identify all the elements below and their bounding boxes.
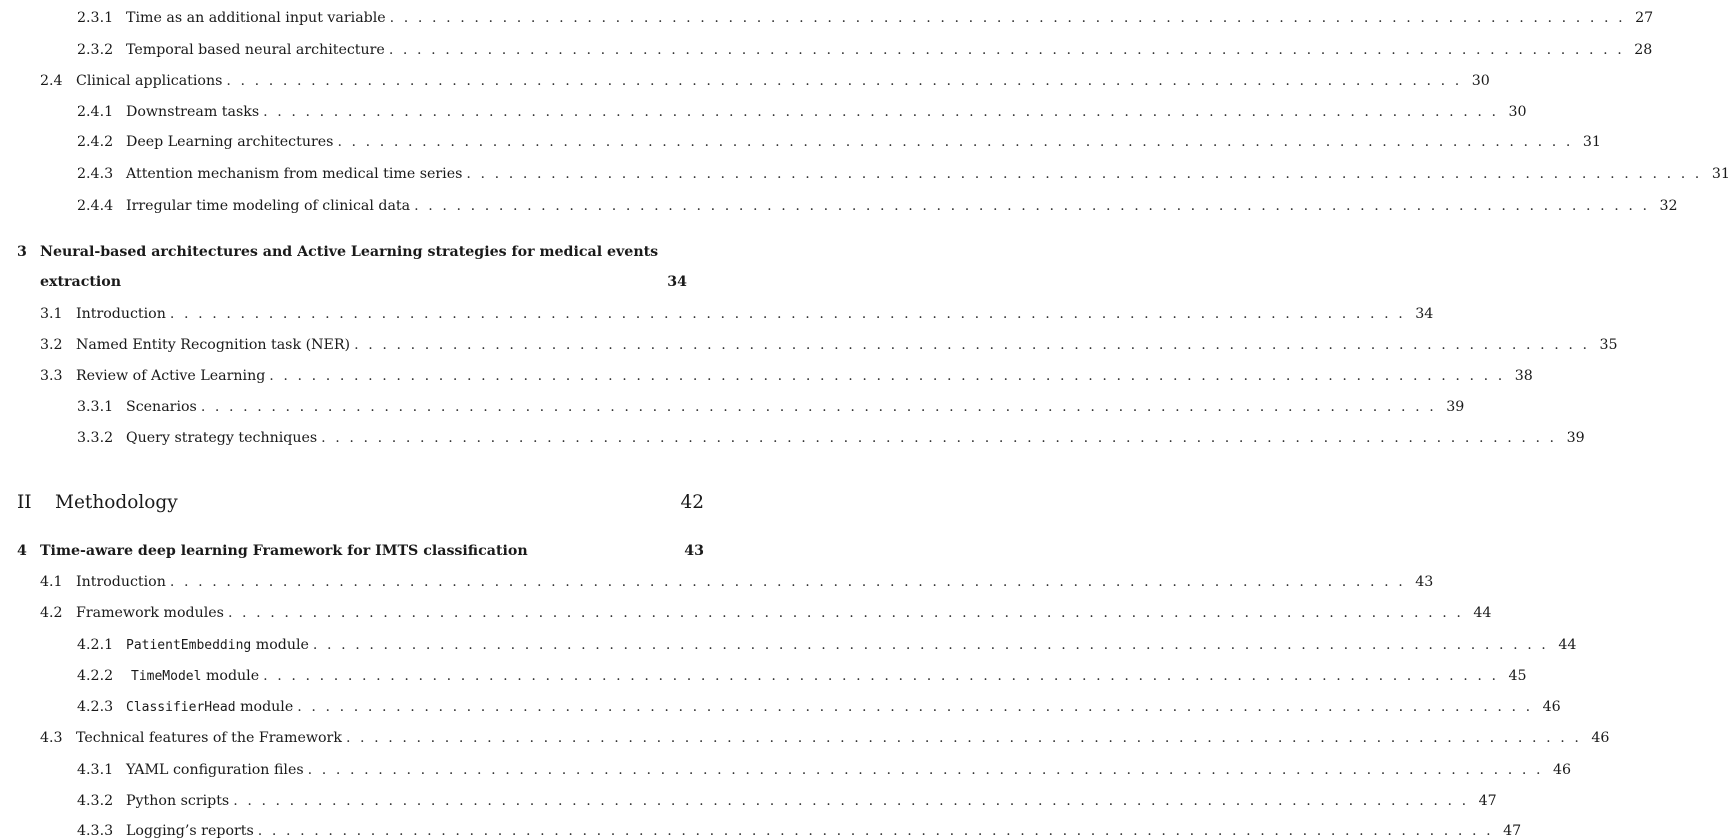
toc-entry-title: Introduction [76, 306, 166, 322]
dot-leader [226, 72, 1465, 90]
toc-chapter-heading[interactable] [0, 542, 710, 560]
toc-entry[interactable] [0, 305, 1434, 323]
dot-leader [466, 165, 1705, 183]
dot-leader [263, 103, 1502, 121]
toc-entry-number: 2.3.2 [77, 42, 114, 58]
toc-entry-number: 4.3 [40, 730, 63, 746]
toc-entry-title: Query strategy techniques [126, 430, 318, 446]
toc-entry[interactable] [0, 72, 1490, 90]
toc-entry[interactable] [0, 822, 1522, 840]
toc-entry-number: 3.3.2 [77, 430, 114, 446]
toc-entry[interactable] [0, 698, 1561, 717]
toc-entry[interactable] [0, 429, 1585, 447]
part-page: 42 [680, 492, 704, 513]
toc-part-heading[interactable] [0, 492, 710, 514]
toc-entry-title [126, 636, 313, 655]
part-number: II [17, 492, 32, 513]
toc-entry-number: 2.4.2 [77, 134, 114, 150]
toc-entry-number: 2.4.3 [77, 166, 114, 182]
toc-entry-page: 32 [1659, 198, 1678, 214]
toc-entry-title: Irregular time modeling of clinical data [126, 198, 411, 214]
toc-entry-number: 4.3.1 [77, 762, 114, 778]
toc-entry-page: 43 [1415, 574, 1434, 590]
toc-entry-page: 46 [1542, 699, 1561, 715]
toc-entry[interactable] [0, 636, 1577, 655]
toc-entry-title: Scenarios [126, 399, 197, 415]
toc-entry-title: Downstream tasks [126, 104, 260, 120]
part-title: Methodology [55, 492, 178, 513]
toc-entry-number: 3.3 [40, 368, 63, 384]
chapter-title-line2: extraction [40, 274, 122, 290]
toc-entry-title: Python scripts [126, 793, 230, 809]
toc-entry[interactable] [0, 41, 1653, 59]
dot-leader [337, 133, 1576, 151]
dot-leader [170, 573, 1409, 591]
toc-entry-title: Time as an additional input variable [126, 10, 386, 26]
toc-entry-number: 4.2.1 [77, 637, 114, 653]
toc-entry-page: 34 [1415, 306, 1434, 322]
toc-entry-page: 31 [1711, 166, 1730, 182]
toc-entry-page: 30 [1471, 73, 1490, 89]
toc-entry-title: Attention mechanism from medical time series [126, 166, 463, 182]
toc-entry-number: 4.3.2 [77, 793, 114, 809]
toc-entry-title: Logging’s reports [126, 823, 254, 839]
toc-entry-number: 3.1 [40, 306, 63, 322]
toc-entry-title [126, 698, 297, 717]
code-identifier: ClassifierHead [126, 700, 236, 715]
toc-entry[interactable] [0, 9, 1654, 27]
toc-entry-page: 47 [1478, 793, 1497, 809]
toc-entry-page: 39 [1566, 430, 1585, 446]
toc-entry-title-text: module [255, 637, 309, 653]
toc-entry-page: 45 [1508, 668, 1527, 684]
toc-entry-page: 46 [1591, 730, 1610, 746]
toc-entry-title: Review of Active Learning [76, 368, 266, 384]
dot-leader [228, 604, 1467, 622]
toc-entry-title: Introduction [76, 574, 166, 590]
toc-entry-title: Deep Learning architectures [126, 134, 334, 150]
toc-entry[interactable] [0, 667, 1527, 686]
toc-entry-number: 4.2.3 [77, 699, 114, 715]
code-identifier: TimeModel [131, 669, 202, 684]
toc-entry-number: 4.3.3 [77, 823, 114, 839]
toc-entry-page: 35 [1599, 337, 1618, 353]
toc-entry-page: 44 [1473, 605, 1492, 621]
toc-entry-page: 27 [1635, 10, 1654, 26]
toc-entry-page: 47 [1503, 823, 1522, 839]
toc-entry-title: Temporal based neural architecture [126, 42, 385, 58]
code-identifier: PatientEmbedding [126, 638, 252, 653]
dot-leader [354, 336, 1593, 354]
toc-chapter-heading-continued[interactable] [40, 273, 687, 291]
chapter-page: 43 [684, 543, 704, 559]
toc-entry-title-text: module [240, 699, 294, 715]
chapter-title: Time-aware deep learning Framework for IMTS classification [40, 543, 528, 559]
dot-leader [390, 9, 1629, 27]
dot-leader [308, 761, 1547, 779]
toc-entry-number: 3.3.1 [77, 399, 114, 415]
toc-entry[interactable] [0, 133, 1601, 151]
toc-entry-number: 2.4.4 [77, 198, 114, 214]
dot-leader [258, 822, 1497, 840]
dot-leader [414, 197, 1653, 215]
dot-leader [346, 729, 1585, 747]
toc-entry[interactable] [0, 729, 1610, 747]
toc-entry-title: Named Entity Recognition task (NER) [76, 337, 351, 353]
toc-entry-page: 46 [1553, 762, 1572, 778]
toc-entry-title: Technical features of the Framework [76, 730, 342, 746]
toc-entry[interactable] [0, 573, 1434, 591]
toc-entry-page: 28 [1634, 42, 1653, 58]
dot-leader [170, 305, 1409, 323]
chapter-page: 34 [667, 274, 687, 290]
toc-entry[interactable] [0, 165, 1730, 183]
toc-entry-title: Clinical applications [76, 73, 223, 89]
dot-leader [313, 636, 1552, 654]
dot-leader [389, 41, 1628, 59]
toc-entry-number: 2.4.1 [77, 104, 114, 120]
toc-entry-number: 3.2 [40, 337, 63, 353]
dot-leader [263, 667, 1502, 685]
dot-leader [297, 698, 1536, 716]
dot-leader [233, 792, 1472, 810]
toc-entry-title: YAML configuration files [126, 762, 304, 778]
chapter-number: 4 [17, 543, 27, 559]
toc-chapter-heading[interactable] [0, 243, 710, 261]
toc-entry[interactable] [0, 336, 1618, 354]
toc-entry-title: Framework modules [76, 605, 224, 621]
dot-leader [201, 398, 1440, 416]
toc-entry[interactable] [0, 367, 1533, 385]
toc-entry-title [126, 667, 263, 686]
toc-entry[interactable] [0, 197, 1678, 215]
toc-entry-page: 30 [1508, 104, 1527, 120]
dot-leader [269, 367, 1508, 385]
toc-entry-number: 2.4 [40, 73, 63, 89]
toc-entry-page: 38 [1514, 368, 1533, 384]
toc-entry-number: 4.1 [40, 574, 63, 590]
toc-entry-number: 4.2 [40, 605, 63, 621]
chapter-title-line1: Neural-based architectures and Active Learning strategies for medical events [40, 244, 659, 260]
toc-entry[interactable] [0, 792, 1497, 810]
toc-entry[interactable] [0, 398, 1465, 416]
dot-leader [321, 429, 1560, 447]
toc-entry-title-text: module [205, 668, 260, 684]
toc-entry[interactable] [0, 103, 1527, 121]
toc-entry-page: 39 [1446, 399, 1465, 415]
toc-entry[interactable] [0, 604, 1492, 622]
toc-entry[interactable] [0, 761, 1572, 779]
toc-entry-page: 31 [1582, 134, 1601, 150]
chapter-number: 3 [17, 244, 27, 260]
toc-entry-number: 4.2.2 [77, 668, 114, 684]
toc-entry-number: 2.3.1 [77, 10, 114, 26]
toc-entry-page: 44 [1558, 637, 1577, 653]
